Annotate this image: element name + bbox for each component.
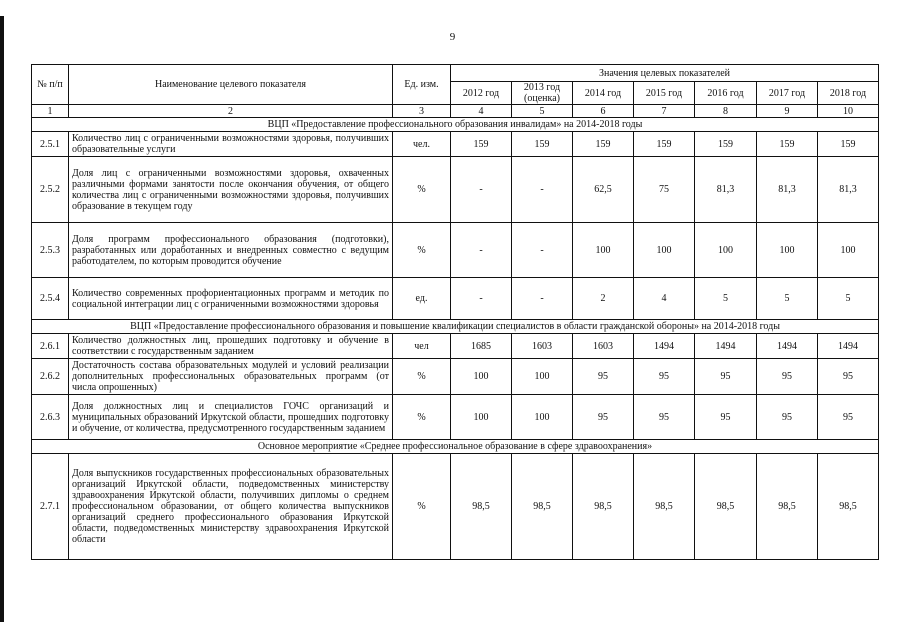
value-cell: 2 [573,278,634,320]
unit-cell: чел [393,334,451,359]
value-cell: 100 [573,223,634,278]
row-number: 2.6.3 [32,395,69,440]
unit-cell: % [393,359,451,395]
indicator-name: Достаточность состава образовательных модулей и условий реализации дополнительных профессиональных образовательных программ (от числа опрошенных) [69,359,393,395]
value-cell: 95 [757,359,818,395]
indicator-name: Доля выпускников государственных профессиональных образовательных организаций Иркутской области, подведомственных министерству здравоохранения Иркутской области, получивших дипломы о среднем профессиональном образовании, от общего количества выпускников организаций среднего профессионального образования Иркутской области, подведомственных министерству здравоохранения Иркутской области [69,454,393,560]
value-cell: 159 [451,132,512,157]
value-cell: 100 [451,359,512,395]
value-cell: 100 [512,395,573,440]
column-number: 1 [32,105,69,118]
value-cell: 159 [818,132,879,157]
column-number: 3 [393,105,451,118]
value-cell: 75 [634,157,695,223]
row-number: 2.5.3 [32,223,69,278]
header-year: 2016 год [695,82,757,105]
header-year: 2012 год [451,82,512,105]
header-year: 2013 год (оценка) [512,82,573,105]
row-number: 2.5.1 [32,132,69,157]
value-cell: 5 [695,278,757,320]
header-values-group: Значения целевых показателей [451,65,879,82]
unit-cell: % [393,223,451,278]
header-year: 2015 год [634,82,695,105]
column-number: 8 [695,105,757,118]
section-title: Основное мероприятие «Среднее профессиональное образование в сфере здравоохранения» [32,440,879,454]
value-cell: 159 [757,132,818,157]
indicator-name: Доля должностных лиц и специалистов ГОЧС организаций и муниципальных образований Иркутской области, прошедших подготовку и обучение, от количества, предусмотренного государственным заданием [69,395,393,440]
row-number: 2.7.1 [32,454,69,560]
header-year: 2014 год [573,82,634,105]
unit-cell: % [393,157,451,223]
value-cell: - [512,157,573,223]
table-row [32,359,879,395]
value-cell: 1603 [573,334,634,359]
header-name: Наименование целевого показателя [69,65,393,105]
value-cell: 81,3 [757,157,818,223]
value-cell: 159 [512,132,573,157]
value-cell: 5 [757,278,818,320]
value-cell: 95 [573,395,634,440]
column-number: 10 [818,105,879,118]
value-cell: 100 [634,223,695,278]
value-cell: - [512,278,573,320]
table-row [32,278,879,320]
indicator-name: Доля программ профессионального образования (подготовки), разработанных или доработанных и внедренных совместно с ведущим работодателем, по которым проводится обучение [69,223,393,278]
value-cell: 100 [512,359,573,395]
value-cell: 5 [818,278,879,320]
row-number: 2.5.2 [32,157,69,223]
value-cell: 95 [695,359,757,395]
value-cell: - [451,278,512,320]
indicator-name: Количество современных профориентационных программ и методик по социальной интеграции лиц с ограниченными возможностями здоровья [69,278,393,320]
column-number: 7 [634,105,695,118]
indicator-name: Количество лиц с ограниченными возможностями здоровья, получивших образовательные услуги [69,132,393,157]
row-number: 2.5.4 [32,278,69,320]
table-row [32,395,879,440]
unit-cell: % [393,395,451,440]
indicator-name: Количество должностных лиц, прошедших подготовку и обучение в соответствии с государственным заданием [69,334,393,359]
header-number: № п/п [32,65,69,105]
value-cell: 1603 [512,334,573,359]
value-cell: 98,5 [512,454,573,560]
value-cell: 95 [695,395,757,440]
value-cell: 159 [634,132,695,157]
scan-edge-bar [0,16,4,622]
value-cell: 159 [573,132,634,157]
column-number: 4 [451,105,512,118]
table-row [32,223,879,278]
value-cell: 98,5 [695,454,757,560]
value-cell: 98,5 [573,454,634,560]
table-row [32,334,879,359]
value-cell: 100 [818,223,879,278]
header-unit: Ед. изм. [393,65,451,105]
value-cell: - [512,223,573,278]
value-cell: 1494 [818,334,879,359]
column-number: 2 [69,105,393,118]
value-cell: 1494 [757,334,818,359]
value-cell: - [451,223,512,278]
value-cell: 98,5 [818,454,879,560]
column-number: 9 [757,105,818,118]
table-row [32,454,879,560]
value-cell: 1494 [634,334,695,359]
header-year: 2017 год [757,82,818,105]
column-number: 6 [573,105,634,118]
value-cell: 95 [634,359,695,395]
value-cell: 100 [695,223,757,278]
value-cell: 62,5 [573,157,634,223]
header-year: 2018 год [818,82,879,105]
value-cell: 98,5 [634,454,695,560]
value-cell: 1685 [451,334,512,359]
value-cell: - [451,157,512,223]
value-cell: 95 [818,395,879,440]
page-number: 9 [449,31,456,43]
value-cell: 159 [695,132,757,157]
row-number: 2.6.2 [32,359,69,395]
table-row [32,157,879,223]
value-cell: 95 [573,359,634,395]
value-cell: 98,5 [757,454,818,560]
indicators-table [31,64,879,560]
value-cell: 1494 [695,334,757,359]
section-title: ВЦП «Предоставление профессионального образования и повышение квалификации специалистов в области гражданской обороны» на 2014-2018 годы [32,320,879,334]
value-cell: 98,5 [451,454,512,560]
value-cell: 95 [757,395,818,440]
indicator-name: Доля лиц с ограниченными возможностями здоровья, охваченных различными формами занятости после окончания обучения, от общего количества лиц с ограниченными возможностями здоровья, получивших образование в текущем году [69,157,393,223]
unit-cell: чел. [393,132,451,157]
unit-cell: ед. [393,278,451,320]
value-cell: 4 [634,278,695,320]
value-cell: 81,3 [818,157,879,223]
row-number: 2.6.1 [32,334,69,359]
table-row [32,132,879,157]
unit-cell: % [393,454,451,560]
value-cell: 100 [451,395,512,440]
value-cell: 95 [634,395,695,440]
value-cell: 81,3 [695,157,757,223]
column-number: 5 [512,105,573,118]
section-title: ВЦП «Предоставление профессионального образования инвалидам» на 2014-2018 годы [32,118,879,132]
value-cell: 95 [818,359,879,395]
value-cell: 100 [757,223,818,278]
